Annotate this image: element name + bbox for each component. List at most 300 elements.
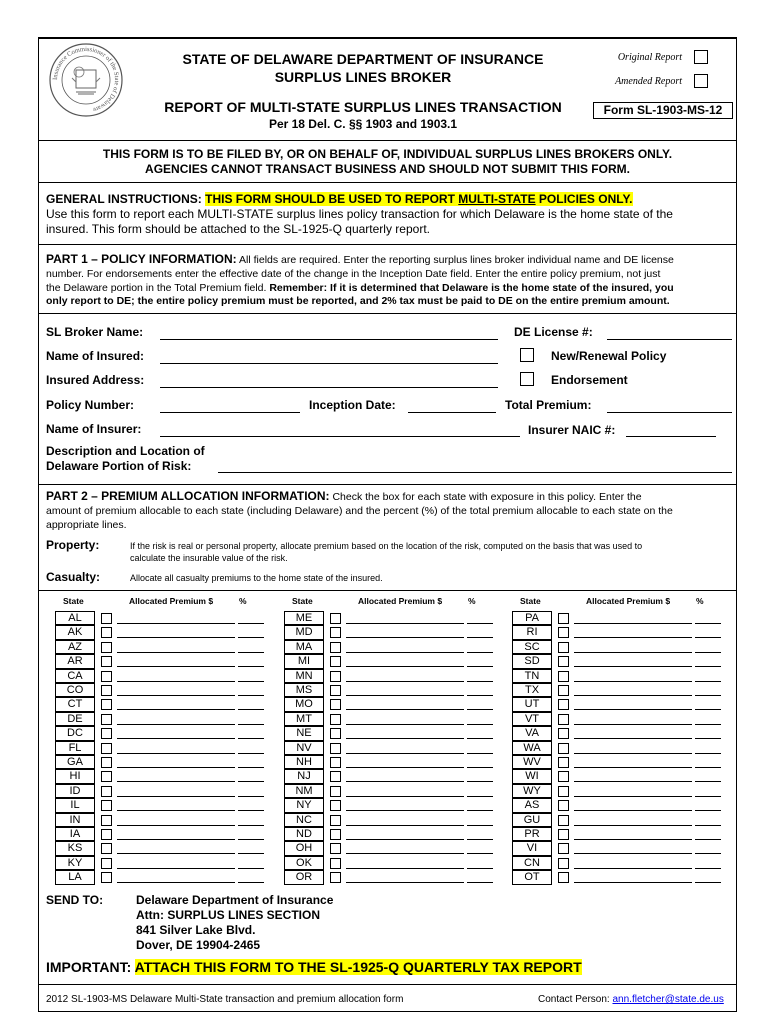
percent-input-de[interactable] [238, 724, 264, 725]
general-hl-b: POLICIES ONLY. [535, 192, 633, 206]
part1-line3b: Remember: If it is determined that Delaware is the home state of the insured, you [269, 281, 674, 294]
state-checkbox-oh[interactable] [330, 843, 341, 854]
state-checkbox-mn[interactable] [330, 671, 341, 682]
name-insured-label: Name of Insured: [46, 349, 145, 363]
state-checkbox-mo[interactable] [330, 699, 341, 710]
broker-name-input[interactable] [160, 339, 498, 340]
percent-input-tn[interactable] [695, 681, 721, 682]
premium-input-wi[interactable] [574, 781, 692, 782]
percent-input-wi[interactable] [695, 781, 721, 782]
premium-input-me[interactable] [346, 623, 464, 624]
state-checkbox-vi[interactable] [558, 843, 569, 854]
premium-input-mi[interactable] [346, 666, 464, 667]
state-checkbox-nv[interactable] [330, 743, 341, 754]
state-checkbox-mi[interactable] [330, 656, 341, 667]
state-checkbox-wy[interactable] [558, 786, 569, 797]
state-cell-nv: NV [284, 741, 324, 755]
state-checkbox-tn[interactable] [558, 671, 569, 682]
state-checkbox-ca[interactable] [101, 671, 112, 682]
percent-input-mt[interactable] [467, 724, 493, 725]
state-cell-ar: AR [55, 654, 95, 668]
percent-input-nc[interactable] [467, 825, 493, 826]
description-input[interactable] [218, 472, 732, 473]
new-renewal-label: New/Renewal Policy [551, 349, 667, 363]
state-cell-ut: UT [512, 697, 552, 711]
percent-input-cn[interactable] [695, 868, 721, 869]
part1-line3 [46, 282, 730, 296]
premium-input-mo[interactable] [346, 709, 464, 710]
percent-input-sc[interactable] [695, 652, 721, 653]
state-cell-ny: NY [284, 798, 324, 812]
state-checkbox-dc[interactable] [101, 728, 112, 739]
premium-input-cn[interactable] [574, 868, 692, 869]
state-cell-mt: MT [284, 712, 324, 726]
state-cell-tx: TX [512, 683, 552, 697]
total-premium-label: Total Premium: [505, 398, 592, 412]
percent-input-nv[interactable] [467, 753, 493, 754]
state-checkbox-hi[interactable] [101, 771, 112, 782]
state-cell-ky: KY [55, 856, 95, 870]
percent-input-az[interactable] [238, 652, 264, 653]
state-cell-ri: RI [512, 625, 552, 639]
premium-input-al[interactable] [117, 623, 235, 624]
endorsement-label: Endorsement [551, 373, 628, 387]
state-checkbox-nh[interactable] [330, 757, 341, 768]
state-cell-md: MD [284, 625, 324, 639]
premium-input-sd[interactable] [574, 666, 692, 667]
col-header-percent: % [468, 596, 476, 606]
percent-input-nd[interactable] [467, 839, 493, 840]
state-checkbox-fl[interactable] [101, 743, 112, 754]
premium-input-az[interactable] [117, 652, 235, 653]
amended-report-label: Amended Report [615, 76, 682, 87]
state-checkbox-nm[interactable] [330, 786, 341, 797]
state-checkbox-nc[interactable] [330, 815, 341, 826]
property-text-line2: calculate the insurable value of the risk. [130, 553, 288, 563]
header-title-line2: SURPLUS LINES BROKER [274, 69, 452, 85]
premium-input-vi[interactable] [574, 853, 692, 854]
percent-input-ga[interactable] [238, 767, 264, 768]
premium-input-mt[interactable] [346, 724, 464, 725]
general-text-line3: insured. This form should be attached to the SL-1925-Q quarterly report. [46, 222, 430, 236]
divider-top [38, 140, 737, 141]
percent-input-il[interactable] [238, 810, 264, 811]
percent-input-ms[interactable] [467, 695, 493, 696]
premium-input-tn[interactable] [574, 681, 692, 682]
state-cell-ne: NE [284, 726, 324, 740]
insurer-naic-label: Insurer NAIC #: [528, 423, 616, 437]
percent-input-ny[interactable] [467, 810, 493, 811]
state-cell-wa: WA [512, 741, 552, 755]
state-checkbox-pa[interactable] [558, 613, 569, 624]
premium-input-va[interactable] [574, 738, 692, 739]
casualty-label: Casualty: [46, 570, 101, 584]
state-checkbox-mt[interactable] [330, 714, 341, 725]
col-header-premium: Allocated Premium $ [129, 596, 214, 606]
state-checkbox-as[interactable] [558, 800, 569, 811]
state-cell-ot: OT [512, 870, 552, 884]
report-title: REPORT OF MULTI-STATE SURPLUS LINES TRANSACTION [164, 99, 562, 115]
part1-line3a: the Delaware portion in the Total Premium field. [46, 281, 270, 294]
premium-input-or[interactable] [346, 882, 464, 883]
premium-input-ak[interactable] [117, 637, 235, 638]
state-checkbox-pr[interactable] [558, 829, 569, 840]
premium-input-il[interactable] [117, 810, 235, 811]
state-checkbox-gu[interactable] [558, 815, 569, 826]
state-cell-wy: WY [512, 784, 552, 798]
percent-input-ok[interactable] [467, 868, 493, 869]
state-checkbox-la[interactable] [101, 872, 112, 883]
percent-input-co[interactable] [238, 695, 264, 696]
state-checkbox-il[interactable] [101, 800, 112, 811]
state-cell-vi: VI [512, 841, 552, 855]
state-cell-tn: TN [512, 669, 552, 683]
premium-input-ca[interactable] [117, 681, 235, 682]
percent-input-la[interactable] [238, 882, 264, 883]
state-checkbox-ny[interactable] [330, 800, 341, 811]
state-checkbox-wa[interactable] [558, 743, 569, 754]
premium-input-ot[interactable] [574, 882, 692, 883]
percent-input-ky[interactable] [238, 868, 264, 869]
divider-footer [38, 984, 737, 985]
general-text-line2: Use this form to report each MULTI-STATE surplus lines policy transaction for which Delaware is the home state of the [46, 207, 673, 221]
description-label-line2: Delaware Portion of Risk: [46, 459, 192, 473]
state-checkbox-az[interactable] [101, 642, 112, 653]
premium-input-nv[interactable] [346, 753, 464, 754]
premium-input-ok[interactable] [346, 868, 464, 869]
premium-input-vt[interactable] [574, 724, 692, 725]
premium-input-mn[interactable] [346, 681, 464, 682]
contact-label: Contact Person: [538, 994, 613, 1005]
premium-input-gu[interactable] [574, 825, 692, 826]
state-checkbox-sd[interactable] [558, 656, 569, 667]
general-hl-underline: MULTI-STATE [458, 192, 536, 206]
inception-date-label: Inception Date: [309, 398, 396, 412]
state-cell-la: LA [55, 870, 95, 884]
important-notice [46, 959, 582, 975]
percent-input-ne[interactable] [467, 738, 493, 739]
premium-input-sc[interactable] [574, 652, 692, 653]
premium-input-nj[interactable] [346, 781, 464, 782]
percent-input-mo[interactable] [467, 709, 493, 710]
state-checkbox-ut[interactable] [558, 699, 569, 710]
general-instructions [46, 192, 633, 206]
state-cell-nm: NM [284, 784, 324, 798]
send-to-line3: 841 Silver Lake Blvd. [136, 923, 256, 937]
state-cell-pa: PA [512, 611, 552, 625]
premium-input-nh[interactable] [346, 767, 464, 768]
state-checkbox-sc[interactable] [558, 642, 569, 653]
percent-input-oh[interactable] [467, 853, 493, 854]
premium-input-dc[interactable] [117, 738, 235, 739]
state-cell-wi: WI [512, 769, 552, 783]
premium-input-la[interactable] [117, 882, 235, 883]
premium-input-ks[interactable] [117, 853, 235, 854]
state-cell-nj: NJ [284, 769, 324, 783]
premium-input-ct[interactable] [117, 709, 235, 710]
premium-input-oh[interactable] [346, 853, 464, 854]
divider-table-top [38, 590, 737, 591]
percent-input-va[interactable] [695, 738, 721, 739]
state-cell-va: VA [512, 726, 552, 740]
de-license-input[interactable] [607, 339, 732, 340]
state-cell-ia: IA [55, 827, 95, 841]
state-cell-sc: SC [512, 640, 552, 654]
state-cell-ma: MA [284, 640, 324, 654]
general-hl-a: THIS FORM SHOULD BE USED TO REPORT [205, 192, 459, 206]
premium-input-in[interactable] [117, 825, 235, 826]
footer-contact [538, 994, 724, 1005]
premium-input-ky[interactable] [117, 868, 235, 869]
percent-input-ak[interactable] [238, 637, 264, 638]
percent-input-ks[interactable] [238, 853, 264, 854]
state-checkbox-ri[interactable] [558, 627, 569, 638]
state-checkbox-ot[interactable] [558, 872, 569, 883]
name-insured-input[interactable] [160, 363, 498, 364]
state-cell-vt: VT [512, 712, 552, 726]
percent-input-ar[interactable] [238, 666, 264, 667]
state-checkbox-me[interactable] [330, 613, 341, 624]
state-checkbox-cn[interactable] [558, 858, 569, 869]
state-checkbox-ks[interactable] [101, 843, 112, 854]
insured-address-label: Insured Address: [46, 373, 145, 387]
percent-input-nj[interactable] [467, 781, 493, 782]
state-cell-ga: GA [55, 755, 95, 769]
part2-line1 [46, 490, 732, 505]
state-cell-ms: MS [284, 683, 324, 697]
state-cell-in: IN [55, 813, 95, 827]
state-checkbox-or[interactable] [330, 872, 341, 883]
inception-date-input[interactable] [408, 412, 496, 413]
state-checkbox-ga[interactable] [101, 757, 112, 768]
state-checkbox-nj[interactable] [330, 771, 341, 782]
important-text: ATTACH THIS FORM TO THE SL-1925-Q QUARTERLY TAX REPORT [134, 959, 582, 975]
col-header-premium: Allocated Premium $ [358, 596, 443, 606]
part2-instructions [46, 490, 732, 532]
state-cell-mo: MO [284, 697, 324, 711]
percent-input-in[interactable] [238, 825, 264, 826]
premium-input-ri[interactable] [574, 637, 692, 638]
state-checkbox-ok[interactable] [330, 858, 341, 869]
state-checkbox-ak[interactable] [101, 627, 112, 638]
insurer-naic-input[interactable] [626, 436, 716, 437]
col-header-state: State [520, 596, 541, 606]
premium-input-ut[interactable] [574, 709, 692, 710]
state-cell-ca: CA [55, 669, 95, 683]
send-to-line1: Delaware Department of Insurance [136, 893, 334, 907]
part2-line2: amount of premium allocable to each state (including Delaware) and the percent (%) of the total premium allocable to each state on the [46, 504, 673, 517]
part2-text1: Check the box for each state with exposure in this policy. Enter the [329, 491, 642, 503]
notice-line2: AGENCIES CANNOT TRANSACT BUSINESS AND SHOULD NOT SUBMIT THIS FORM. [145, 162, 630, 176]
premium-input-wy[interactable] [574, 796, 692, 797]
casualty-text: Allocate all casualty premiums to the home state of the insured. [130, 573, 383, 583]
premium-input-nd[interactable] [346, 839, 464, 840]
divider-general [38, 244, 737, 245]
insured-address-input[interactable] [160, 387, 498, 388]
amended-report-checkbox[interactable] [694, 74, 708, 88]
state-checkbox-ma[interactable] [330, 642, 341, 653]
percent-input-vt[interactable] [695, 724, 721, 725]
original-report-label: Original Report [617, 52, 682, 63]
state-checkbox-ms[interactable] [330, 685, 341, 696]
premium-input-hi[interactable] [117, 781, 235, 782]
percent-input-pa[interactable] [695, 623, 721, 624]
percent-input-wa[interactable] [695, 753, 721, 754]
percent-input-fl[interactable] [238, 753, 264, 754]
percent-input-as[interactable] [695, 810, 721, 811]
premium-input-ms[interactable] [346, 695, 464, 696]
percent-input-me[interactable] [467, 623, 493, 624]
percent-input-tx[interactable] [695, 695, 721, 696]
send-to-line4: Dover, DE 19904-2465 [136, 938, 261, 952]
state-cell-as: AS [512, 798, 552, 812]
premium-input-ny[interactable] [346, 810, 464, 811]
state-cell-mn: MN [284, 669, 324, 683]
percent-input-mn[interactable] [467, 681, 493, 682]
send-to-label: SEND TO: [46, 893, 104, 907]
state-cell-al: AL [55, 611, 95, 625]
percent-input-ri[interactable] [695, 637, 721, 638]
state-checkbox-wv[interactable] [558, 757, 569, 768]
part2-heading: PART 2 – PREMIUM ALLOCATION INFORMATION: [46, 489, 330, 503]
percent-input-al[interactable] [238, 623, 264, 624]
state-checkbox-de[interactable] [101, 714, 112, 725]
state-checkbox-ct[interactable] [101, 699, 112, 710]
state-checkbox-md[interactable] [330, 627, 341, 638]
state-checkbox-vt[interactable] [558, 714, 569, 725]
state-checkbox-co[interactable] [101, 685, 112, 696]
premium-input-ga[interactable] [117, 767, 235, 768]
premium-input-ia[interactable] [117, 839, 235, 840]
part1-line2: number. For endorsements enter the effective date of the change in the Inception Date field. Enter the entire policy premium, not just [46, 267, 661, 280]
state-checkbox-in[interactable] [101, 815, 112, 826]
state-cell-nd: ND [284, 827, 324, 841]
premium-input-ne[interactable] [346, 738, 464, 739]
state-checkbox-wi[interactable] [558, 771, 569, 782]
state-checkbox-id[interactable] [101, 786, 112, 797]
state-cell-mi: MI [284, 654, 324, 668]
original-report-checkbox[interactable] [694, 50, 708, 64]
part2-line3: appropriate lines. [46, 518, 127, 531]
state-checkbox-ia[interactable] [101, 829, 112, 840]
de-license-label: DE License #: [514, 325, 593, 339]
statute-reference: Per 18 Del. C. §§ 1903 and 1903.1 [268, 117, 458, 131]
send-to-line2: Attn: SURPLUS LINES SECTION [136, 908, 321, 922]
new-renewal-checkbox[interactable] [520, 348, 534, 362]
state-cell-fl: FL [55, 741, 95, 755]
premium-input-as[interactable] [574, 810, 692, 811]
state-cell-oh: OH [284, 841, 324, 855]
state-cell-nh: NH [284, 755, 324, 769]
state-cell-wv: WV [512, 755, 552, 769]
premium-input-nm[interactable] [346, 796, 464, 797]
percent-input-sd[interactable] [695, 666, 721, 667]
state-checkbox-ky[interactable] [101, 858, 112, 869]
percent-input-vi[interactable] [695, 853, 721, 854]
premium-input-ma[interactable] [346, 652, 464, 653]
col-header-percent: % [239, 596, 247, 606]
col-header-percent: % [696, 596, 704, 606]
premium-input-pa[interactable] [574, 623, 692, 624]
premium-input-co[interactable] [117, 695, 235, 696]
divider-notice [38, 182, 737, 183]
premium-input-ar[interactable] [117, 666, 235, 667]
col-header-state: State [63, 596, 84, 606]
percent-input-nm[interactable] [467, 796, 493, 797]
percent-input-pr[interactable] [695, 839, 721, 840]
state-checkbox-ar[interactable] [101, 656, 112, 667]
state-checkbox-tx[interactable] [558, 685, 569, 696]
premium-input-pr[interactable] [574, 839, 692, 840]
policy-number-input[interactable] [160, 412, 300, 413]
part1-heading: PART 1 – POLICY INFORMATION: [46, 252, 237, 266]
percent-input-dc[interactable] [238, 738, 264, 739]
premium-input-id[interactable] [117, 796, 235, 797]
state-cell-me: ME [284, 611, 324, 625]
percent-input-ma[interactable] [467, 652, 493, 653]
percent-input-wy[interactable] [695, 796, 721, 797]
state-cell-de: DE [55, 712, 95, 726]
percent-input-id[interactable] [238, 796, 264, 797]
state-cell-co: CO [55, 683, 95, 697]
premium-input-tx[interactable] [574, 695, 692, 696]
premium-input-wv[interactable] [574, 767, 692, 768]
state-cell-pr: PR [512, 827, 552, 841]
premium-input-de[interactable] [117, 724, 235, 725]
property-text-line1: If the risk is real or personal property, allocate premium based on the location of the risk, computed on the basis that was used to [130, 541, 643, 551]
state-checkbox-ne[interactable] [330, 728, 341, 739]
percent-input-ia[interactable] [238, 839, 264, 840]
endorsement-checkbox[interactable] [520, 372, 534, 386]
state-checkbox-va[interactable] [558, 728, 569, 739]
state-cell-az: AZ [55, 640, 95, 654]
percent-input-wv[interactable] [695, 767, 721, 768]
divider-fields [38, 484, 737, 485]
percent-input-or[interactable] [467, 882, 493, 883]
percent-input-ut[interactable] [695, 709, 721, 710]
state-seal [48, 42, 124, 118]
state-checkbox-al[interactable] [101, 613, 112, 624]
svg-text:Insurance Commissioner of the: Insurance Commissioner of the State of Delaware [51, 45, 121, 114]
footer-form-info: 2012 SL-1903-MS Delaware Multi-State transaction and premium allocation form [46, 994, 404, 1005]
state-checkbox-nd[interactable] [330, 829, 341, 840]
name-insurer-input[interactable] [160, 436, 520, 437]
premium-input-fl[interactable] [117, 753, 235, 754]
state-cell-ok: OK [284, 856, 324, 870]
percent-input-md[interactable] [467, 637, 493, 638]
percent-input-gu[interactable] [695, 825, 721, 826]
total-premium-input[interactable] [607, 412, 732, 413]
state-cell-or: OR [284, 870, 324, 884]
state-cell-sd: SD [512, 654, 552, 668]
notice-line1: THIS FORM IS TO BE FILED BY, OR ON BEHALF OF, INDIVIDUAL SURPLUS LINES BROKERS ONLY. [102, 147, 673, 161]
property-label: Property: [46, 538, 100, 552]
state-cell-cn: CN [512, 856, 552, 870]
premium-input-nc[interactable] [346, 825, 464, 826]
percent-input-ct[interactable] [238, 709, 264, 710]
premium-input-wa[interactable] [574, 753, 692, 754]
contact-email-link[interactable]: ann.fletcher@state.de.us [612, 994, 724, 1005]
percent-input-mi[interactable] [467, 666, 493, 667]
percent-input-nh[interactable] [467, 767, 493, 768]
premium-input-md[interactable] [346, 637, 464, 638]
state-cell-hi: HI [55, 769, 95, 783]
percent-input-ca[interactable] [238, 681, 264, 682]
percent-input-hi[interactable] [238, 781, 264, 782]
state-cell-dc: DC [55, 726, 95, 740]
percent-input-ot[interactable] [695, 882, 721, 883]
col-header-premium: Allocated Premium $ [586, 596, 671, 606]
